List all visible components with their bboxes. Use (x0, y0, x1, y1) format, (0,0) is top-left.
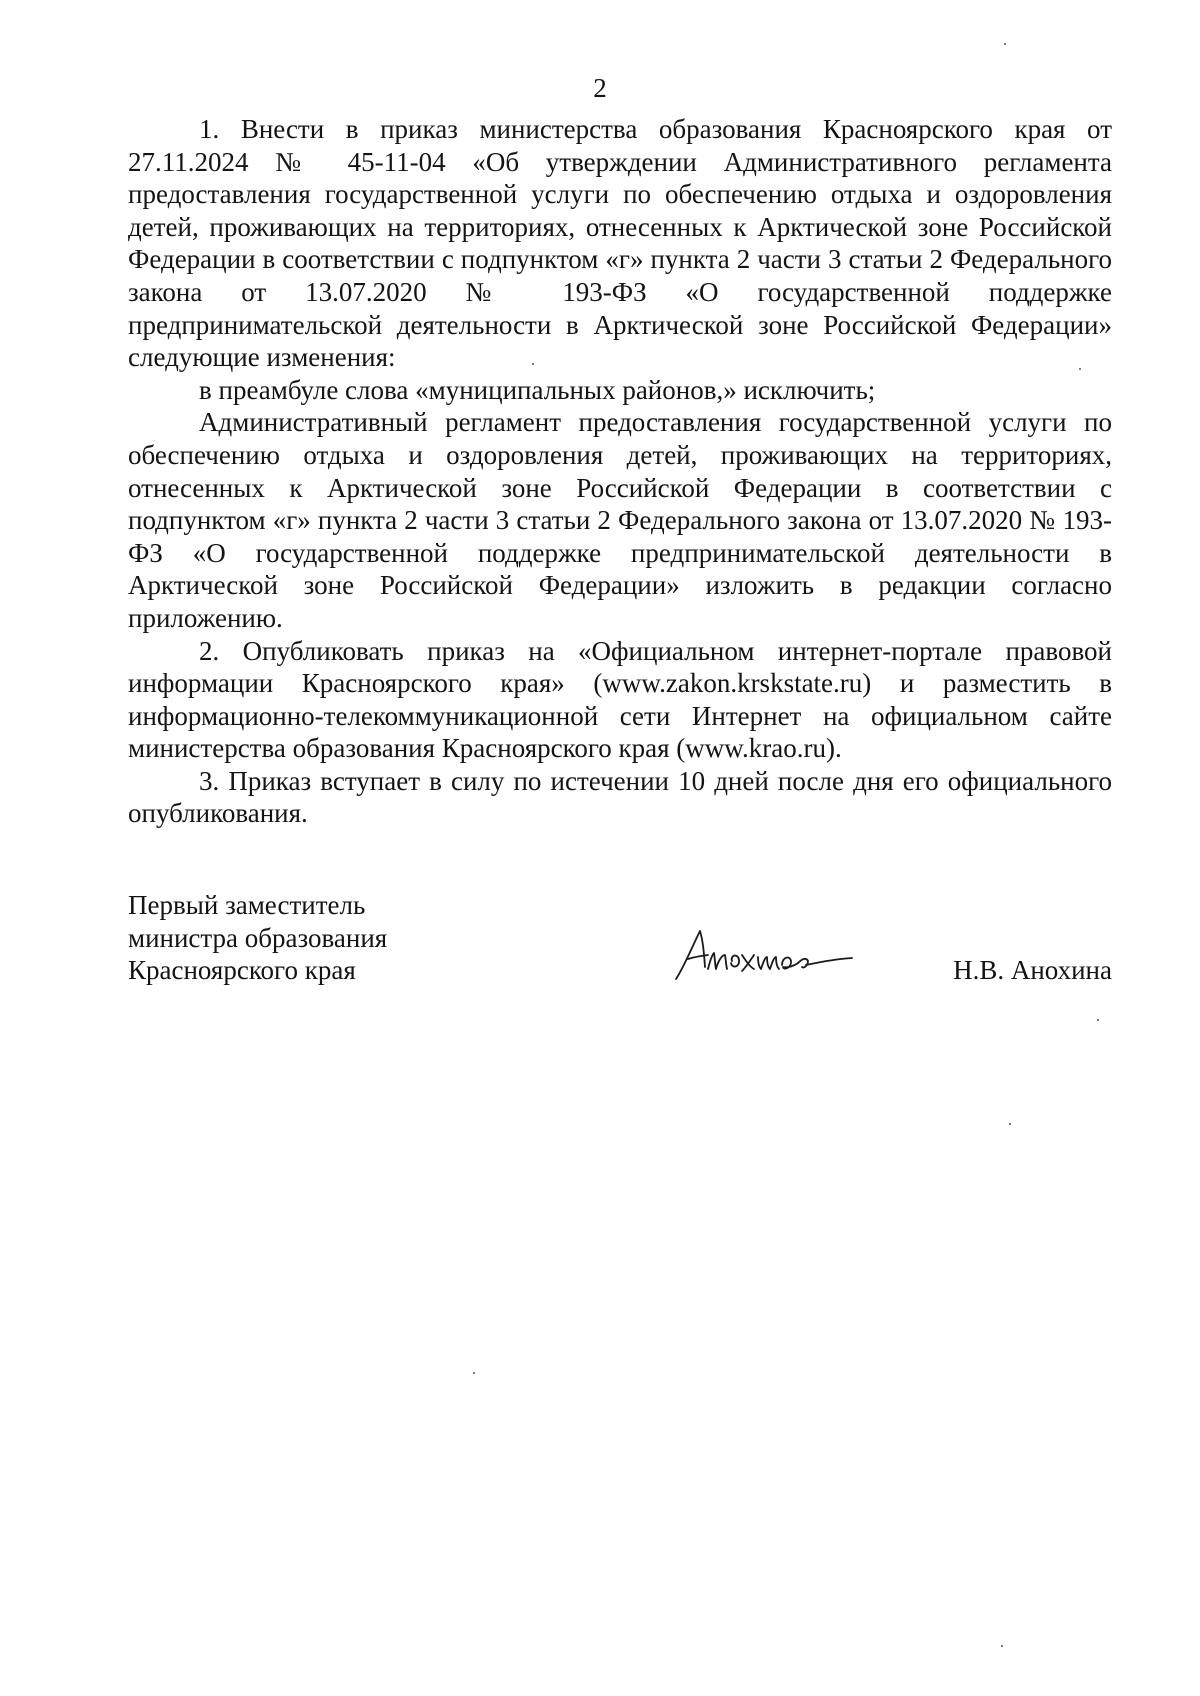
scan-speck (1001, 1645, 1003, 1647)
scan-speck (1097, 1019, 1099, 1021)
signatory-title-line: Первый заместитель (128, 890, 366, 920)
scan-speck (532, 363, 534, 365)
paragraph-3: 3. Приказ вступает в силу по истечении 10 дней после дня его официального опубликования. (128, 765, 1112, 829)
page-number: 2 (593, 73, 607, 103)
signature-block (128, 889, 1112, 1009)
signatory-title-line: Красноярского края (128, 955, 356, 986)
signatory-title-line: министра образования (128, 922, 388, 953)
scan-speck (1004, 43, 1006, 45)
signatory-title (128, 889, 528, 987)
handwritten-signature (670, 917, 870, 997)
document-body (128, 113, 1112, 830)
paragraph-preamble-change: в преамбуле слова «муниципальных районов,» исключить; (199, 374, 876, 405)
signatory-name: Н.В. Анохина (953, 955, 1112, 985)
scan-speck (1079, 368, 1081, 370)
paragraph-regulation-change: Административный регламент предоставления государственной услуги по обеспечению отдыха и оздоровления детей, проживающих на территориях, отнесенных к Арктической зоне Российской Федерации в соответствии с подпунктом «г» пункта 2 части 3 статьи 2 Федерального закона от 13.07.2020 № 193-ФЗ «О государственной поддержке предпринимательской деятельности в Арктической зоне Российской Федерации» изложить в редакции согласно приложению. (128, 407, 1112, 633)
scan-speck (473, 1372, 475, 1374)
scan-speck (1009, 1123, 1011, 1125)
paragraph-1: 1. Внести в приказ министерства образования Красноярского края от 27.11.2024 № 45-11-04 «Об утверждении Административного регламента предоставления государственной услуги по обеспечению отдыха и оздоровления детей, проживающих на территориях, отнесенных к Арктической зоне Российской Федерации в соответствии с подпунктом «г» пункта 2 части 3 статьи 2 Федерального закона от 13.07.2020 № 193-ФЗ «О государственной поддержке предпринимательской деятельности в Арктической зоне Российской Федерации» следующие изменения: (128, 114, 1112, 373)
paragraph-2: 2. Опубликовать приказ на «Официальном интернет-портале правовой информации Красноярского края» (www.zakon.krskstate.ru) и разместить в информационно-телекоммуникационной сети Интернет на официальном сайте министерства образования Красноярского края (www.krao.ru). (128, 635, 1112, 764)
